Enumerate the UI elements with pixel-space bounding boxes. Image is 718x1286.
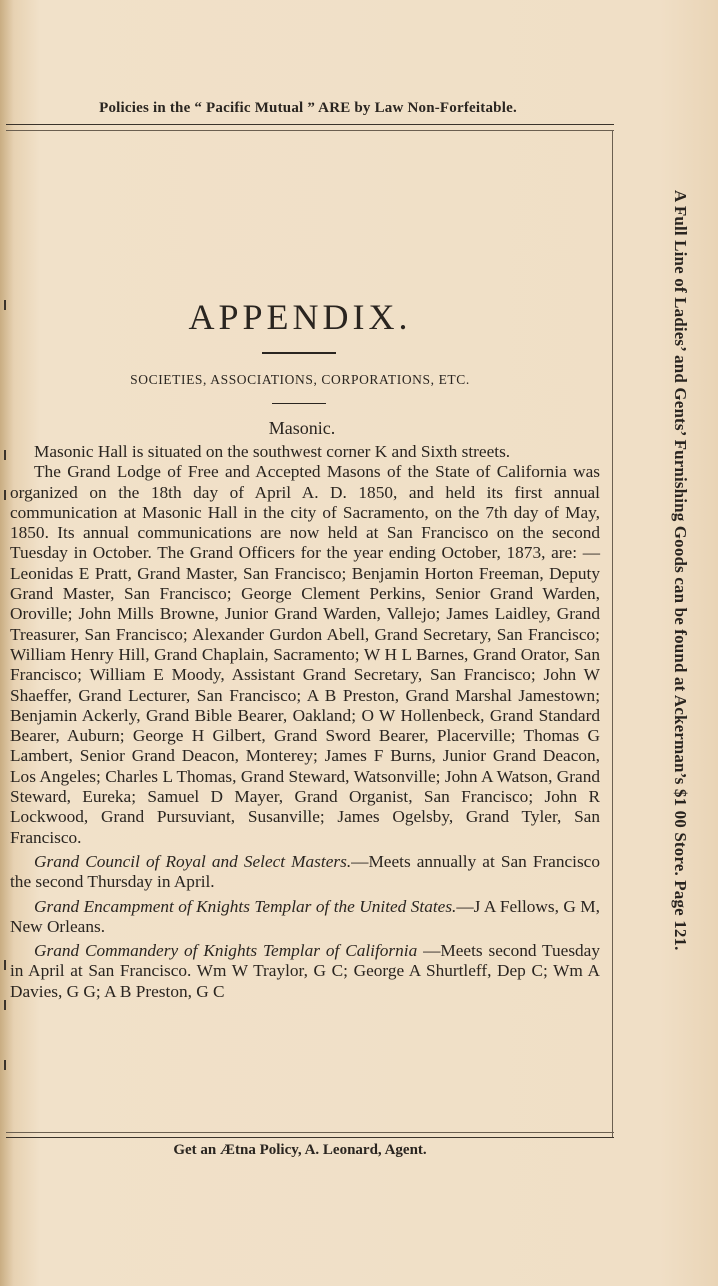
bottom-rule-thin — [6, 1132, 614, 1133]
grand-encampment-title: Grand Encampment of Knights Templar of the United States. — [34, 896, 457, 916]
subtitle-rule — [272, 403, 326, 404]
top-advertisement: Policies in the “ Pacific Mutual ” ARE by Law Non-Forfeitable. — [99, 100, 517, 116]
grand-council-text: —Meets annually at San Francisco the second Thursday in April. — [10, 851, 600, 892]
top-rule — [6, 124, 614, 125]
paragraph-masonic-hall: Masonic Hall is situated on the southwest corner K and Sixth streets. — [34, 442, 511, 461]
side-advertisement: A Full Line of Ladies’ and Gents’ Furnishing Goods can be found at Ackerman’s $1 00 Store. Page 121. — [671, 190, 690, 951]
grand-commandery-text: —Meets second Tuesday in April at San Francisco. Wm W Traylor, G C; George A Shurtleff, Dep C; Wm A Davies, G G; A B Preston, G C — [10, 941, 600, 1001]
grand-commandery-title: Grand Commandery of Knights Templar of California — [34, 941, 418, 961]
paragraph-grand-commandery — [10, 941, 600, 1002]
margin-mark — [4, 960, 6, 970]
bottom-rule — [6, 1137, 614, 1138]
paragraph-grand-council — [10, 852, 600, 893]
paragraph-grand-lodge: The Grand Lodge of Free and Accepted Masons of the State of California was organized on the 18th day of April A. D. 1850, and held its first annual communication at Masonic Hall in the city of Sacramento, on the 7th day of May, 1850. Its annual communications are now held at San Francisco on the second Tuesday in October. The Grand Officers for the year ending October, 1873, are: —Leonidas E Pratt, Grand Master, San Francisco; Benjamin Horton Freeman, Deputy Grand Master, San Francisco; George Clement Perkins, Senior Grand Warden, Oroville; John Mills Browne, Junior Grand Warden, Vallejo; James Laidley, Grand Treasurer, San Francisco; Alexander Gurdon Abell, Grand Secretary, San Francisco; William Henry Hill, Grand Chaplain, Sacramento; W H L Barnes, Grand Orator, San Francisco; William E Moody, Assistant Grand Secretary, San Francisco; John W Shaeffer, Grand Lecturer, San Francisco; A B Preston, Grand Marshal Jamestown; Benjamin Ackerly, Grand Bible Bearer, Oakland; O W Hollenbeck, Grand Standard Bearer, Auburn; George H Gilbert, Grand Sword Bearer, Placerville; Thomas G Lambert, Senior Grand Deacon, Monterey; James F Burns, Junior Grand Deacon, Los Angeles; Charles L Thomas, Grand Steward, Watsonville; John A Watson, Grand Steward, Eureka; Samuel D Mayer, Grand Organist, San Francisco; John R Lockwood, Grand Pursuviant, Susanville; James Ogelsby, Grand Tyler, San Francisco. — [10, 462, 600, 847]
margin-mark — [4, 490, 6, 500]
margin-mark — [4, 1000, 6, 1010]
frame-right-rule — [612, 130, 613, 1138]
page-title: APPENDIX. — [188, 297, 412, 337]
margin-mark — [4, 450, 6, 460]
margin-mark — [4, 1060, 6, 1070]
title-rule — [262, 352, 336, 354]
grand-encampment-text: —J A Fellows, G M, New Orleans. — [10, 896, 600, 936]
paragraph-grand-encampment — [10, 897, 600, 938]
grand-council-title: Grand Council of Royal and Select Masters. — [34, 851, 352, 871]
page-subtitle: SOCIETIES, ASSOCIATIONS, CORPORATIONS, ETC. — [130, 372, 470, 387]
body-text — [10, 442, 600, 1002]
top-rule-thin — [6, 130, 614, 131]
section-heading: Masonic. — [268, 418, 336, 438]
bottom-advertisement: Get an Ætna Policy, A. Leonard, Agent. — [173, 1142, 427, 1158]
